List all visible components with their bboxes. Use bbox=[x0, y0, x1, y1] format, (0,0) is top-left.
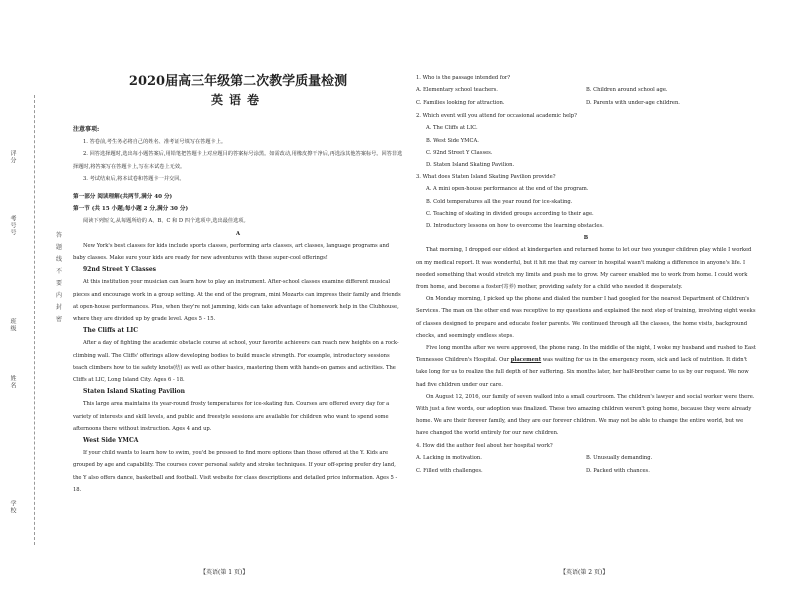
question: 3. What does Staten Island Skating Pavilion provide? bbox=[416, 174, 556, 181]
seal-warning bbox=[55, 230, 63, 326]
page-two-footer: 【英语(第 2 页)】 bbox=[560, 569, 609, 576]
seal-char: 题 bbox=[55, 244, 62, 251]
passage-paragraph: That morning, I dropped our eldest at kindergarten and returned home to let our two younger children play while I worked on my medical report. It was wonderful, but it hit me that my career in hospital wasn't making a difference in anyone's life. I needed something that would stretch my limits and push me to grow. My career enabled me to work from home. I could work from home, and become a foster(寄养) mother, providing safety for a child who needed it desperately. bbox=[416, 247, 752, 291]
part-title: 第一部分 阅读理解(共两节,满分 40 分) bbox=[73, 194, 173, 201]
option-row bbox=[416, 84, 756, 97]
notice-title: 注意事项: bbox=[73, 126, 100, 133]
passage-intro: New York's best classes for kids include sports classes, performing arts classes, art classes, language programs and baby classes. Make sure your kids are ready for new adventures with these super-cool offerings! bbox=[73, 242, 390, 262]
option: A. A mini open-house performance at the end of the program. bbox=[426, 186, 589, 193]
option: D. Packed with chances. bbox=[586, 467, 650, 474]
question: 4. How did the author feel about her hospital work? bbox=[416, 442, 553, 449]
school-label: 学校 bbox=[9, 500, 16, 514]
notice-item: 3. 考试结束后,将本试卷和答题卡一并交回。 bbox=[83, 175, 185, 182]
block-heading: 92nd Street Y Classes bbox=[83, 266, 157, 274]
block-heading: West Side YMCA bbox=[83, 437, 139, 445]
option: B. Unusually demanding. bbox=[586, 454, 653, 461]
option: A. Lacking in motivation. bbox=[416, 454, 482, 461]
passage-paragraph bbox=[416, 342, 756, 391]
option: B. Children around school age. bbox=[586, 87, 668, 94]
question: 2. Which event will you attend for occasional academic help? bbox=[416, 113, 577, 120]
block-text: If your child wants to learn how to swim, you'd be pressed to find more options than those offered at the Y. Kids are grouped by age and capability. The courses cover personal safety and stroke techniques. If your off-spring prefer dry land, the Y also offers dance, basketball and football. Visit website for class descriptions and detailed price information. Ages 5 - 18. bbox=[73, 450, 398, 493]
option: D. Staten Island Skating Pavilion. bbox=[426, 162, 515, 169]
seal-char: 线 bbox=[55, 256, 62, 263]
block-heading: The Cliffs at LIC bbox=[83, 327, 139, 335]
seal-char: 内 bbox=[55, 292, 62, 299]
option-row bbox=[416, 465, 756, 478]
seal-char: 密 bbox=[55, 316, 62, 323]
option: D. Parents with under-age children. bbox=[586, 100, 680, 107]
seal-char: 不 bbox=[55, 268, 62, 275]
option: C. Filled with challenges. bbox=[416, 467, 483, 474]
option: C. Families looking for attraction. bbox=[416, 100, 505, 107]
block-text: This large area maintains its year-round frosty temperatures for ice-skating fun. Courses are offered every day for a variety of interests and skill levels, and public and freestyle sessions are available for children who want to spend some afternoons there without instruction. Ages 4 and up. bbox=[73, 401, 390, 432]
option-row bbox=[416, 97, 756, 110]
passage-label: B bbox=[583, 235, 589, 242]
notice-item: 2. 回答选择题时,选出每小题答案后,用铅笔把答题卡上对应题目的答案标号涂黑。如需改动,用橡皮擦干净后,再选涂其他答案标号。回答非选择题时,将答案写在答题卡上,写在本试卷上无效。 bbox=[73, 151, 403, 170]
name-label: 姓名 bbox=[9, 375, 16, 389]
passage-paragraph: On August 12, 2016, our family of seven walked into a small courtroom. The children's lawyer and social worker were there. With just a few words, our adoption was finalized. These two amazing children weren't going home, because they were already home. We are their forever family, and they are our forever children. We may not be able to change the entire world, but we have changed the world entirely for our new children. bbox=[416, 393, 755, 437]
option: C. Teaching of skating in divided groups according to their age. bbox=[426, 210, 594, 217]
exam-title: 2020届高三年级第二次教学质量检测 bbox=[128, 74, 348, 89]
text-run: was waiting for us in the emergency room, sick and lack of nutrition. It didn't take long for us to realize the full depth of her suffering. Six months later, her half-brother came to us by our request. We now had five children under our care. bbox=[416, 357, 749, 388]
seal-char: 答 bbox=[55, 232, 62, 239]
page-one-footer: 【英语(第 1 页)】 bbox=[200, 569, 249, 576]
exam-number-label: 考号号 bbox=[9, 215, 16, 236]
seal-line bbox=[34, 95, 35, 545]
block-text: At this institution your musician can learn how to play an instrument. After-school classes examine different musical pieces and encourage work in a group setting. At the end of the program, mini Mozarts can impress their family and friends at open-house performances. Plus, when they're not jamming, kids can take advantage of homework help in the Clubhouse, where they are divided up by grade level. Ages 5 - 15. bbox=[73, 279, 401, 323]
notice-item: 1. 答卷前,考生务必将自己的姓名、准考证号填写在答题卡上。 bbox=[83, 139, 227, 146]
passage-label: A bbox=[235, 230, 241, 237]
section-title: 第一节 (共 15 小题;每小题 2 分,满分 30 分) bbox=[73, 206, 189, 213]
underlined-word: placement bbox=[510, 357, 542, 364]
option: B. Cold temperatures all the year round for ice-skating. bbox=[426, 198, 573, 205]
exam-subtitle: 英语卷 bbox=[210, 93, 265, 107]
binding-margin bbox=[0, 0, 72, 606]
passage-paragraph: On Monday morning, I picked up the phone and dialed the number I had googled for the nearest Department of Children's Services. The man on the other end was receptive to my questions and explained the next step of training, involving eight weeks of classes designed to prepare and educate foster parents. We continued through all the classes, the home visits, background checks, and seemingly endless steps. bbox=[416, 296, 756, 339]
option: C. 92nd Street Y Classes. bbox=[426, 149, 493, 156]
option: A. The Cliffs at LIC. bbox=[426, 125, 478, 132]
option: D. Introductory lessons on how to overcome the learning obstacles. bbox=[426, 223, 604, 230]
question: 1. Who is the passage intended for? bbox=[416, 75, 511, 81]
page-two bbox=[416, 72, 756, 478]
instruction: 阅读下列短文,从每题所给的 A、B、C 和 D 四个选项中,选出最佳选项。 bbox=[83, 218, 249, 225]
class-label: 班级 bbox=[9, 318, 16, 332]
score-label: 评分 bbox=[9, 150, 16, 164]
option: A. Elementary school teachers. bbox=[416, 87, 498, 94]
text-run: Five long months after we were approved, the phone rang. In the middle of the night, I woke my husband and rushed to East Tennessee Children's Hospital. Our bbox=[416, 345, 756, 364]
option: B. West Side YMCA. bbox=[426, 137, 479, 144]
page-one bbox=[73, 70, 403, 496]
seal-char: 要 bbox=[55, 280, 62, 287]
block-text: After a day of fighting the academic obstacle course at school, your favorite achievers can reach new heights on a rock-climbing wall. The Cliffs' offerings allow developing bodies to build muscle strength. For example, introductory sessions teach climbers how to tie safety knots(结) as well as other basics, mastering them with hands-on games and activities. The Cliffs at LIC, Long Island City. Ages 6 - 18. bbox=[73, 340, 399, 384]
block-heading: Staten Island Skating Pavilion bbox=[83, 388, 186, 396]
option-row bbox=[416, 452, 756, 465]
seal-char: 封 bbox=[55, 304, 62, 311]
